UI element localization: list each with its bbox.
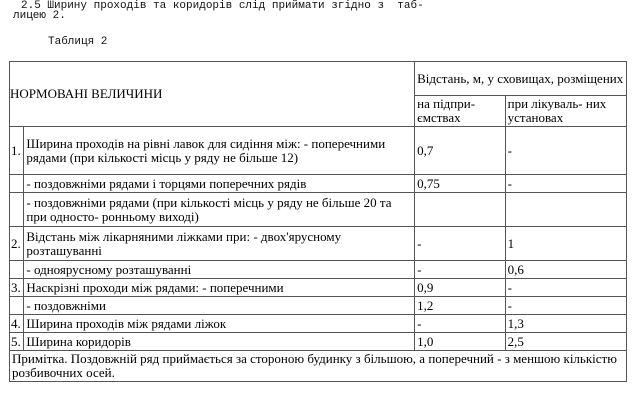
table-header-row — [10, 62, 627, 96]
row-label: - поздовжніми — [24, 297, 415, 315]
table-caption: Таблиця 2 — [48, 36, 108, 48]
row-label: Відстань між лікарняними ліжками при: - двох'ярусному розташуванні — [24, 227, 415, 261]
row-value-enterprises: - — [415, 315, 505, 333]
row-label: Ширина проходів між рядами ліжок — [24, 315, 415, 333]
table-note: Примітка. Поздовжній ряд приймається за стороною будинку з більшою, а поперечний - з меншою кількістю розбивочних осей. — [10, 351, 627, 382]
row-value-enterprises: 0,75 — [415, 175, 505, 193]
row-value-enterprises: - — [415, 227, 505, 261]
row-number: 2. — [10, 227, 24, 261]
row-value-enterprises: 0,7 — [415, 127, 505, 175]
table-row — [10, 127, 627, 175]
row-label: - поздовжніми рядами (при кількості місць у ряду не більше 20 та при односто- ронньому виході) — [24, 193, 415, 227]
row-label: Наскрізні проходи між рядами: - поперечними — [24, 279, 415, 297]
table-row — [10, 261, 627, 279]
row-value-medical: - — [505, 297, 626, 315]
header-enterprises: на підпри- ємствах — [415, 96, 505, 127]
header-normed-values: НОРМОВАНІ ВЕЛИЧИНИ — [10, 62, 415, 127]
row-label: - одноярусному розташуванні — [24, 261, 415, 279]
intro-line-1: 2.5 Ширину проходів та коридорів слід приймати згідно з таб- — [21, 0, 424, 12]
table-row — [10, 333, 627, 351]
table-row — [10, 315, 627, 333]
row-value-medical: - — [505, 127, 626, 175]
row-value-medical — [505, 193, 626, 227]
table-row — [10, 297, 627, 315]
row-value-enterprises: 0,9 — [415, 279, 505, 297]
row-value-medical: 2,5 — [505, 333, 626, 351]
row-value-medical: 0,6 — [505, 261, 626, 279]
row-number — [10, 261, 24, 279]
row-value-medical: - — [505, 175, 626, 193]
table-row — [10, 279, 627, 297]
row-number — [10, 175, 24, 193]
row-value-medical: 1 — [505, 227, 626, 261]
row-number: 5. — [10, 333, 24, 351]
row-value-medical: - — [505, 279, 626, 297]
row-number: 3. — [10, 279, 24, 297]
row-number: 1. — [10, 127, 24, 175]
row-label: Ширина коридорів — [24, 333, 415, 351]
row-label: - поздовжніми рядами і торцями поперечних рядів — [24, 175, 415, 193]
table-row — [10, 193, 627, 227]
intro-line-2: лицею 2. — [13, 10, 66, 22]
table-note-row — [10, 351, 627, 382]
header-distance-group: Відстань, м, у сховищах, розміщених — [415, 62, 627, 96]
norms-table — [9, 61, 627, 382]
table-row — [10, 227, 627, 261]
row-value-medical: 1,3 — [505, 315, 626, 333]
header-medical: при лікуваль- них установах — [505, 96, 626, 127]
row-number — [10, 297, 24, 315]
row-value-enterprises: 1,2 — [415, 297, 505, 315]
row-number — [10, 193, 24, 227]
table-row — [10, 175, 627, 193]
row-value-enterprises: 1,0 — [415, 333, 505, 351]
row-label: Ширина проходів на рівні лавок для сидіння між: - поперечними рядами (при кількості місць у ряду не більше 12) — [24, 127, 415, 175]
row-number: 4. — [10, 315, 24, 333]
row-value-enterprises: - — [415, 261, 505, 279]
row-value-enterprises — [415, 193, 505, 227]
